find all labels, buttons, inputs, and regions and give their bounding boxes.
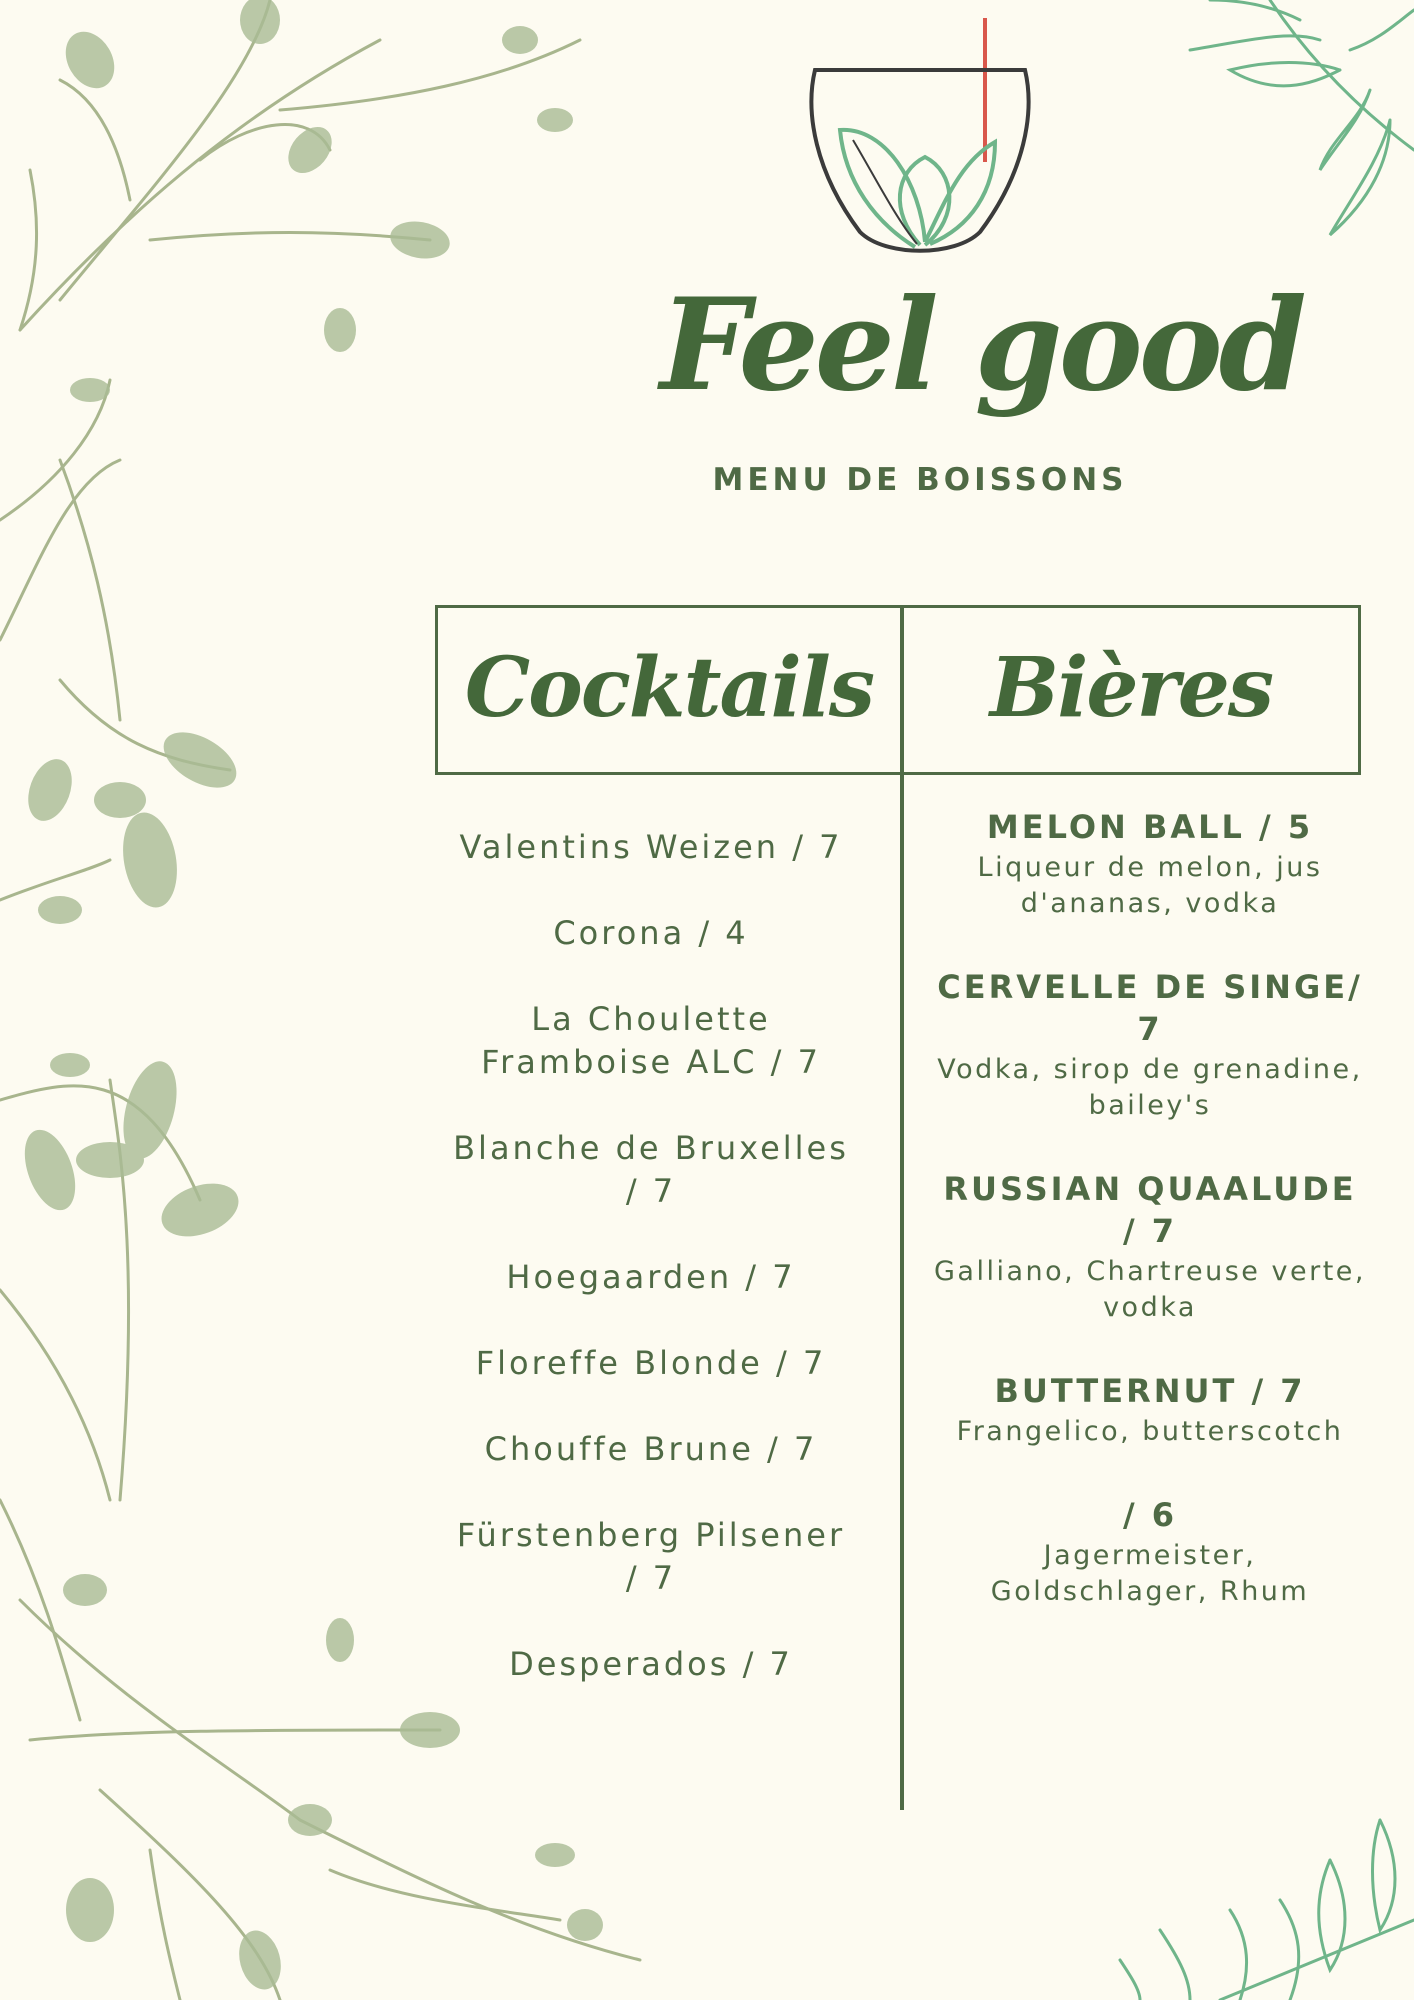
list-item [930, 966, 1370, 1124]
column-divider [900, 605, 904, 1810]
cocktail-description: Galliano, Chartreuse verte, vodka [934, 1256, 1366, 1323]
list-item: Desperados / 7 [509, 1645, 793, 1683]
list-item: Blanche de Bruxelles / 7 [453, 1129, 849, 1210]
cocktail-list [930, 806, 1370, 1654]
list-item [930, 1370, 1370, 1450]
list-item: Hoegaarden / 7 [506, 1258, 796, 1296]
cocktail-description: Liqueur de melon, jus d'ananas, vodka [977, 852, 1323, 919]
line-leaf-illustration [1170, 0, 1414, 240]
line-leaf-illustration [1100, 1800, 1414, 2000]
cocktail-name: BUTTERNUT / 7 [994, 1372, 1306, 1410]
beer-list [450, 826, 852, 1729]
cocktail-description: Vodka, sirop de grenadine, bailey's [937, 1054, 1363, 1121]
cocktails-heading: Cocktails [464, 640, 874, 736]
cocktail-glass-icon [795, 12, 1045, 262]
list-item: Floreffe Blonde / 7 [475, 1344, 827, 1382]
list-item: Chouffe Brune / 7 [484, 1430, 818, 1468]
cocktail-description: Frangelico, butterscotch [956, 1416, 1344, 1447]
cocktail-description: Jagermeister, Goldschlager, Rhum [990, 1540, 1310, 1607]
cocktail-name: / 6 [1122, 1496, 1178, 1534]
list-item [930, 1168, 1370, 1326]
list-item [930, 806, 1370, 922]
list-item: Valentins Weizen / 7 [459, 828, 843, 866]
page-subtitle: MENU DE BOISSONS [712, 462, 1128, 498]
cocktail-name: RUSSIAN QUAALUDE / 7 [943, 1170, 1357, 1250]
cocktail-name: CERVELLE DE SINGE/ 7 [937, 968, 1363, 1048]
page-title: Feel good [660, 271, 1303, 419]
cocktail-name: MELON BALL / 5 [986, 808, 1314, 846]
bieres-heading: Bières [989, 640, 1273, 736]
list-item [930, 1494, 1370, 1610]
list-item: La Choulette Framboise ALC / 7 [481, 1000, 821, 1081]
list-item: Fürstenberg Pilsener / 7 [456, 1516, 846, 1597]
list-item: Corona / 4 [553, 914, 749, 952]
